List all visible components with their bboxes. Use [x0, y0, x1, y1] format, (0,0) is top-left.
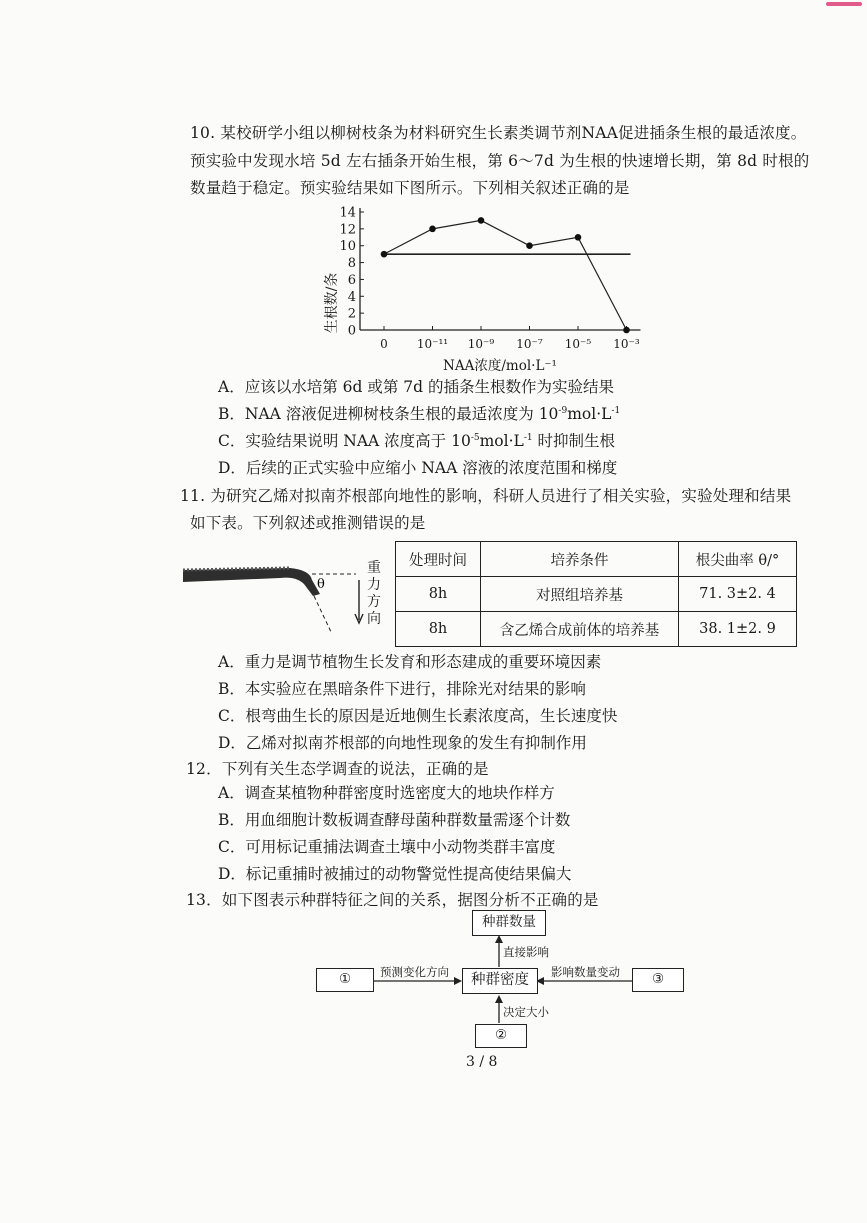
gravity-char-4: 向 — [367, 611, 381, 627]
root-shape — [183, 568, 320, 596]
q10-option-c-exp2: -1 — [523, 432, 533, 443]
table-cell: 对照组培养基 — [481, 577, 679, 612]
root-illustration — [180, 556, 380, 646]
table-cell: 含乙烯合成前体的培养基 — [481, 612, 679, 647]
gravity-char-2: 力 — [367, 577, 381, 593]
q10-line-1: 10. 某校研学小组以柳树枝条为材料研究生长素类调节剂NAA促进插条生根的最适浓度。 — [190, 124, 807, 142]
q11-option-a: A．重力是调节植物生长发育和形态建成的重要环境因素 — [218, 653, 602, 671]
diagram-node-bottom: ② — [475, 1024, 527, 1048]
diagram-node-right: ③ — [632, 968, 684, 992]
q10-line-3: 数量趋于稳定。预实验结果如下图所示。下列相关叙述正确的是 — [190, 179, 630, 197]
q10-option-b — [218, 402, 620, 424]
gravity-char-3: 方 — [367, 594, 381, 610]
diagram-node-left: ① — [316, 968, 374, 992]
table-row — [396, 612, 797, 647]
gravity-arrow — [352, 578, 366, 626]
q12-option-a: A．调查某植物种群密度时选密度大的地块作样方 — [218, 784, 555, 802]
chart-y-tick-label: 12 — [339, 222, 356, 238]
q11-line-2: 如下表。下列叙述或推测错误的是 — [190, 514, 426, 532]
q10-option-b-text: B．NAA 溶液促进柳树枝条生根的最适浓度为 10 — [218, 405, 559, 423]
chart-y-tick-label: 6 — [347, 272, 356, 288]
q10-line-2: 预实验中发现水培 5d 左右插条开始生根，第 6～7d 为生根的快速增长期，第 8d 时根的 — [190, 152, 810, 170]
corner-mark — [826, 2, 862, 6]
chart-data-point — [526, 242, 533, 249]
q10-option-c-tail: 时抑制生根 — [532, 432, 616, 450]
chart-data-point — [623, 327, 630, 334]
q12-option-d: D．标记重捕时被捕过的动物警觉性提高使结果偏大 — [218, 865, 572, 883]
q10-option-d: D．后续的正式实验中应缩小 NAA 溶液的浓度范围和梯度 — [218, 459, 618, 477]
table-cell: 38. 1±2. 9 — [679, 612, 797, 647]
q12-option-c: C．可用标记重捕法调查土壤中小动物类群丰富度 — [218, 838, 556, 856]
chart-y-tick-label: 14 — [339, 205, 356, 221]
table-cell: 71. 3±2. 4 — [679, 577, 797, 612]
chart-y-tick-label: 4 — [347, 289, 356, 305]
q10-option-c-text: C．实验结果说明 NAA 浓度高于 10 — [218, 432, 471, 450]
q11-option-c: C．根弯曲生长的原因是近地侧生长素浓度高，生长速度快 — [218, 707, 618, 725]
chart-y-tick-label: 8 — [347, 256, 356, 272]
chart-data-point — [478, 217, 485, 224]
chart-x-tick-label: 10⁻¹¹ — [416, 337, 449, 351]
chart-x-tick-label: 10⁻⁵ — [564, 337, 592, 351]
diagram-label-left: 预测变化方向 — [380, 965, 449, 979]
table-header: 根尖曲率 θ/° — [679, 542, 797, 577]
q10-option-c-exp: -5 — [470, 432, 480, 443]
q10-option-b-exp: -9 — [558, 405, 568, 416]
q10-option-c-unit: mol·L — [479, 432, 524, 450]
q12-option-b: B．用血细胞计数板调查酵母菌种群数量需逐个计数 — [218, 811, 571, 829]
table-header: 培养条件 — [481, 542, 679, 577]
chart-data-point — [429, 226, 436, 233]
gravity-label — [366, 560, 382, 628]
q10-option-b-exp2: -1 — [611, 405, 621, 416]
q11-line-1: 11. 为研究乙烯对拟南芥根部向地性的影响，科研人员进行了相关实验，实验处理和结果 — [180, 487, 792, 505]
q13-title: 13．如下图表示种群特征之间的关系，据图分析不正确的是 — [186, 891, 599, 909]
q10-option-c — [218, 429, 615, 451]
table-cell: 8h — [396, 577, 481, 612]
diagram-label-top: 直接影响 — [503, 945, 549, 959]
q10-option-b-unit: mol·L — [567, 405, 612, 423]
chart-y-tick-label: 10 — [339, 239, 356, 255]
q11-option-b: B．本实验应在黑暗条件下进行，排除光对结果的影响 — [218, 680, 586, 698]
chart-x-tick-label: 10⁻⁹ — [467, 337, 495, 351]
q10-chart — [310, 198, 670, 378]
chart-x-tick-label: 0 — [380, 337, 388, 351]
page-number: 3 / 8 — [466, 1054, 498, 1070]
chart-data-point — [381, 251, 388, 258]
q12-title: 12．下列有关生态学调查的说法，正确的是 — [186, 760, 489, 778]
chart-y-tick-label: 2 — [347, 306, 356, 322]
chart-xlabel: NAA浓度/mol·L⁻¹ — [443, 358, 557, 374]
diagram-label-right: 影响数量变动 — [551, 965, 620, 979]
chart-y-tick-label: 0 — [347, 323, 356, 339]
chart-ylabel: 生根数/条 — [324, 272, 340, 334]
diagram-label-bottom: 决定大小 — [503, 1005, 549, 1019]
table-header-row — [396, 542, 797, 577]
table-header: 处理时间 — [396, 542, 481, 577]
q11-table — [395, 541, 797, 647]
table-cell: 8h — [396, 612, 481, 647]
chart-x-tick-label: 10⁻³ — [613, 337, 640, 351]
diagram-node-top: 种群数量 — [472, 910, 546, 936]
chart-data-point — [575, 234, 582, 241]
bend-line — [314, 596, 332, 634]
theta-label: θ — [317, 577, 325, 592]
chart-series-line — [384, 220, 627, 330]
chart-x-tick-label: 10⁻⁷ — [516, 337, 543, 351]
q11-option-d: D．乙烯对拟南芥根部的向地性现象的发生有抑制作用 — [218, 734, 587, 752]
q10-option-a: A．应该以水培第 6d 或第 7d 的插条生根数作为实验结果 — [218, 378, 614, 396]
diagram-node-center: 种群密度 — [462, 968, 538, 994]
gravity-char-1: 重 — [367, 560, 381, 576]
table-row — [396, 577, 797, 612]
